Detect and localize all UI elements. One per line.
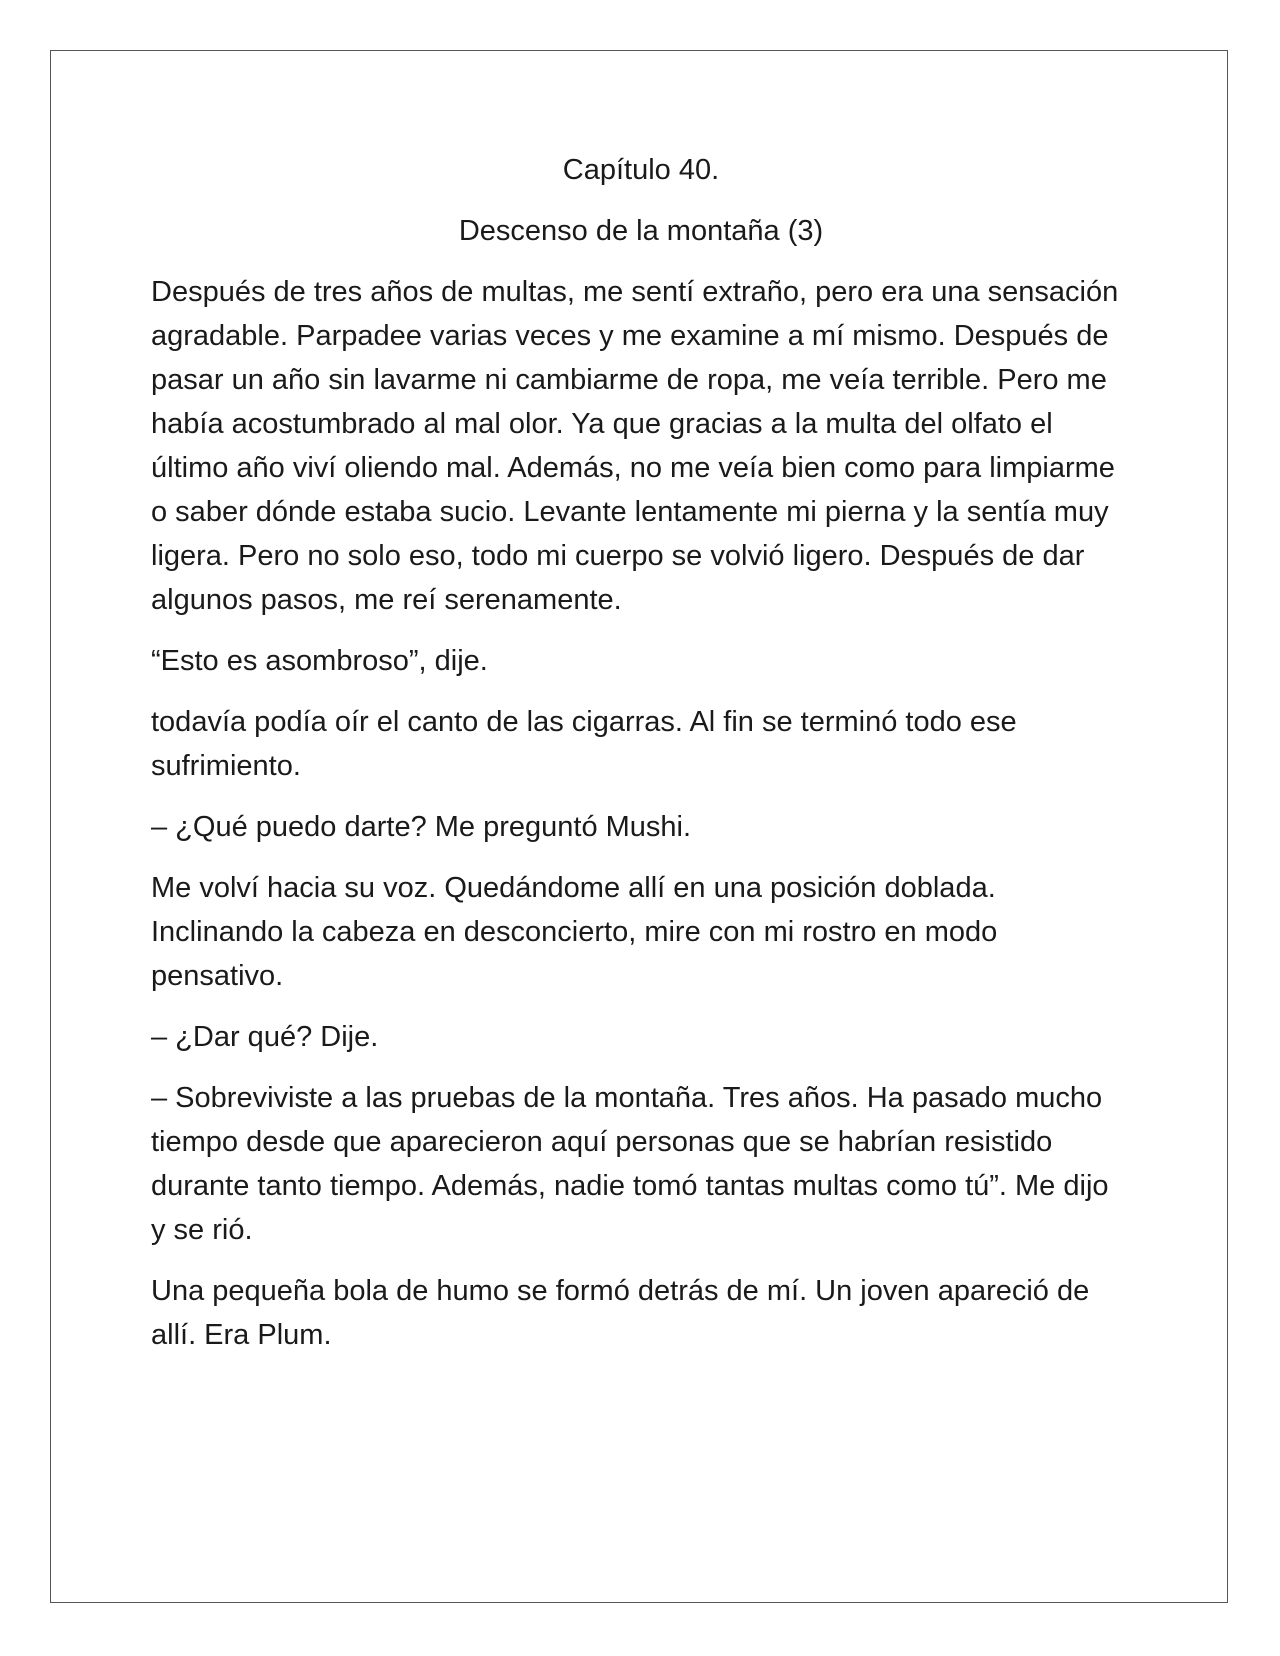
chapter-title: Capítulo 40. [562,154,720,186]
paragraph: Me volví hacia su voz. Quedándome allí en una posición doblada. Inclinando la cabeza en desconcierto, mire con mi rostro en modo pensativo. [151,872,998,992]
paragraph: “Esto es asombroso”, dije. [151,645,488,677]
paragraph: Una pequeña bola de humo se formó detrás de mí. Un joven apareció de allí. Era Plum. [151,1275,1090,1351]
document-body [151,148,1131,1374]
paragraph: – Sobreviviste a las pruebas de la montaña. Tres años. Ha pasado mucho tiempo desde que aparecieron aquí personas que se habrían resistido durante tanto tiempo. Además, nadie tomó tantas multas como tú”. Me dijo y se rió. [151,1082,1109,1246]
paragraph: todavía podía oír el canto de las cigarras. Al fin se terminó todo ese sufrimiento. [151,706,1017,782]
paragraph: – ¿Qué puedo darte? Me preguntó Mushi. [151,811,692,843]
paragraph: Después de tres años de multas, me sentí extraño, pero era una sensación agradable. Parpadee varias veces y me examine a mí mismo. Después de pasar un año sin lavarme ni cambiarme de ropa, me veía terrible. Pero me había acostumbrado al mal olor. Ya que gracias a la multa del olfato el último año viví oliendo mal. Además, no me veía bien como para limpiarme o saber dónde estaba sucio. Levante lentamente mi pierna y la sentía muy ligera. Pero no solo eso, todo mi cuerpo se volvió ligero. Después de dar algunos pasos, me reí serenamente. [151,276,1119,616]
paragraph: – ¿Dar qué? Dije. [151,1021,379,1053]
chapter-subtitle: Descenso de la montaña (3) [458,215,824,247]
